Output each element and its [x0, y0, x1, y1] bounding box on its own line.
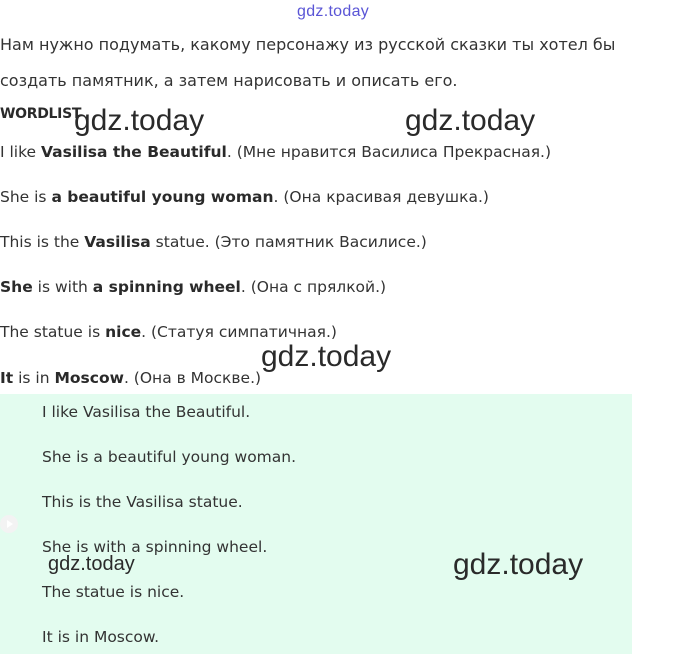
wordlist-line-4: She is with a spinning wheel. (Она с прялкой.) [0, 278, 387, 296]
watermark-top: gdz.today [297, 3, 370, 20]
answer-line-3: This is the Vasilisa statue. [42, 493, 243, 511]
answer-line-4: She is with a spinning wheel. [42, 538, 268, 556]
wordlist-line-6: It is in Moscow. (Она в Москве.) [0, 369, 262, 387]
watermark-4: gdz.today [48, 553, 135, 575]
answer-line-2: She is a beautiful young woman. [42, 448, 297, 466]
watermark-5: gdz.today [453, 548, 584, 581]
intro-line-2: создать памятник, а затем нарисовать и описать его. [0, 71, 458, 90]
watermark-3: gdz.today [261, 340, 392, 373]
watermark-1: gdz.today [74, 104, 205, 137]
wordlist-line-2: She is a beautiful young woman. (Она красивая девушка.) [0, 188, 489, 206]
answer-box [0, 394, 632, 654]
answer-line-5: The statue is nice. [42, 583, 185, 601]
answer-line-6: It is in Moscow. [42, 628, 160, 646]
answer-line-1: I like Vasilisa the Beautiful. [42, 403, 251, 421]
wordlist-line-5: The statue is nice. (Статуя симпатичная.) [0, 323, 337, 341]
wordlist-label: WORDLIST [0, 106, 82, 122]
intro-line-1: Нам нужно подумать, какому персонажу из русской сказки ты хотел бы [0, 35, 616, 54]
wordlist-line-1: I like Vasilisa the Beautiful. (Мне нравится Василиса Прекрасная.) [0, 143, 552, 161]
watermark-2: gdz.today [405, 104, 536, 137]
play-icon[interactable] [0, 515, 18, 533]
wordlist-line-3: This is the Vasilisa statue. (Это памятник Василисе.) [0, 233, 427, 251]
